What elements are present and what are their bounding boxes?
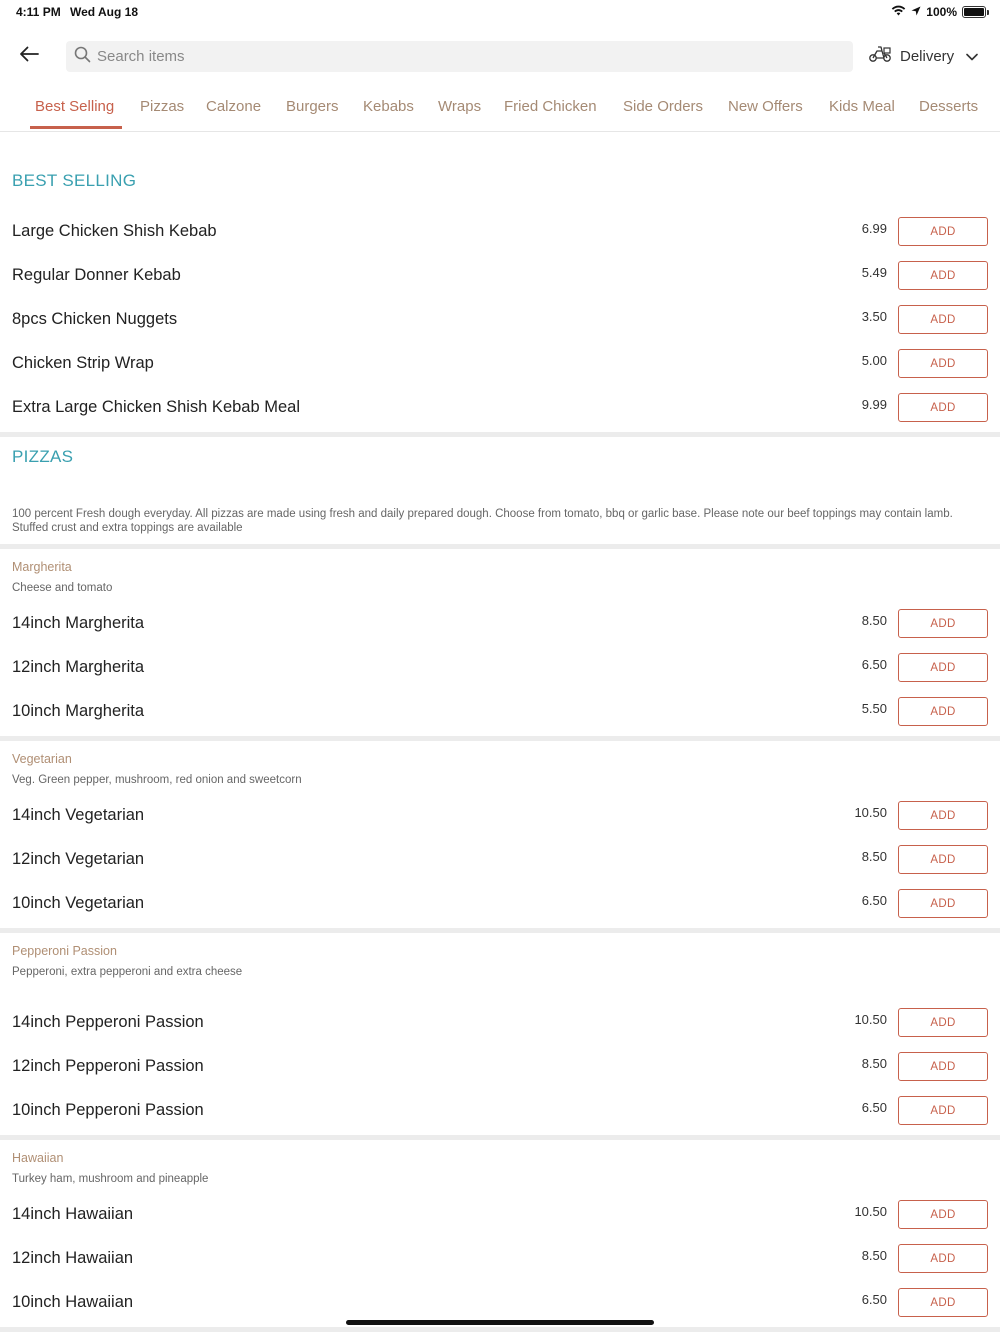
item-name: 14inch Margherita [12,614,145,632]
search-icon [74,46,91,68]
item-name: Regular Donner Kebab [12,266,181,284]
status-date: Wed Aug 18 [70,5,139,19]
scooter-icon [868,45,892,67]
chevron-down-icon [966,48,978,65]
tab-fried-chicken[interactable]: Fried Chicken [504,98,597,115]
item-price: 6.99 [861,221,887,236]
tab-new-offers[interactable]: New Offers [728,98,803,115]
add-button[interactable]: ADD [898,393,988,422]
item-price: 8.50 [861,613,887,628]
section-divider [0,1135,1000,1140]
section-title-pizzas: PIZZAS [12,447,74,466]
item-price: 3.50 [861,309,887,324]
item-price: 5.49 [861,265,887,280]
item-price: 8.50 [861,1056,887,1071]
tab-kids-meal[interactable]: Kids Meal [829,98,895,115]
search-box[interactable] [66,41,853,72]
subsection-description: Pepperoni, extra pepperoni and extra cheese [12,966,243,978]
menu-item [0,845,1000,875]
item-name: 14inch Hawaiian [12,1205,134,1223]
add-button[interactable]: ADD [898,697,988,726]
section-title-best-selling: BEST SELLING [12,171,137,190]
section-divider [0,928,1000,933]
arrow-left-icon [19,46,39,67]
item-price: 8.50 [861,1248,887,1263]
add-button[interactable]: ADD [898,1200,988,1229]
menu-item [0,889,1000,919]
tab-kebabs[interactable]: Kebabs [363,98,414,115]
item-price: 9.99 [861,397,887,412]
tab-pizzas[interactable]: Pizzas [140,98,185,115]
home-indicator[interactable] [346,1320,654,1325]
item-name: 14inch Pepperoni Passion [12,1013,204,1031]
add-button[interactable]: ADD [898,801,988,830]
subsection-title: Margherita [12,560,72,574]
tab-burgers[interactable]: Burgers [286,98,339,115]
battery-icon [962,6,986,18]
item-name: Large Chicken Shish Kebab [12,222,217,240]
menu-item [0,393,1000,423]
add-button[interactable]: ADD [898,1008,988,1037]
add-button[interactable]: ADD [898,653,988,682]
category-tabs [0,92,1000,132]
add-button[interactable]: ADD [898,1052,988,1081]
menu-item [0,217,1000,247]
battery-percent: 100% [926,4,957,19]
subsection-title: Vegetarian [12,752,72,766]
item-name: 10inch Hawaiian [12,1293,134,1311]
status-time: 4:11 PM [16,5,61,19]
menu-item [0,1288,1000,1318]
menu-item [0,1008,1000,1038]
item-name: 12inch Vegetarian [12,850,145,868]
tab-calzone[interactable]: Calzone [206,98,262,115]
menu-item [0,1052,1000,1082]
item-price: 10.50 [854,1012,887,1027]
tab-side-orders[interactable]: Side Orders [623,98,704,115]
add-button[interactable]: ADD [898,1244,988,1273]
add-button[interactable]: ADD [898,1096,988,1125]
delivery-label: Delivery [900,47,955,65]
add-button[interactable]: ADD [898,889,988,918]
section-divider [0,736,1000,741]
tab-wraps[interactable]: Wraps [438,98,482,115]
item-name: Chicken Strip Wrap [12,354,154,372]
item-name: 12inch Hawaiian [12,1249,134,1267]
status-indicators [891,4,986,19]
item-name: 12inch Pepperoni Passion [12,1057,204,1075]
item-price: 8.50 [861,849,887,864]
section-divider [0,1327,1000,1332]
menu-item [0,609,1000,639]
item-name: 14inch Vegetarian [12,806,145,824]
menu-item [0,1244,1000,1274]
delivery-select[interactable] [868,44,978,68]
menu-item [0,1200,1000,1230]
add-button[interactable]: ADD [898,349,988,378]
item-price: 5.50 [861,701,887,716]
add-button[interactable]: ADD [898,305,988,334]
item-name: 10inch Margherita [12,702,145,720]
menu-item [0,697,1000,727]
subsection-title: Pepperoni Passion [12,944,117,958]
menu-item [0,653,1000,683]
menu-item [0,349,1000,379]
menu-item [0,305,1000,335]
active-tab-indicator [30,126,122,129]
item-price: 10.50 [854,1204,887,1219]
subsection-description: Veg. Green pepper, mushroom, red onion and sweetcorn [12,774,302,786]
location-icon [911,5,921,19]
tab-best-selling[interactable]: Best Selling [35,98,115,115]
section-divider [0,432,1000,437]
tab-desserts[interactable]: Desserts [919,98,979,115]
search-input[interactable] [97,48,797,65]
add-button[interactable]: ADD [898,261,988,290]
menu-item [0,261,1000,291]
item-name: Extra Large Chicken Shish Kebab Meal [12,398,300,416]
status-bar [0,0,1000,24]
menu-item [0,1096,1000,1126]
section-description: 100 percent Fresh dough everyday. All pizzas are made using fresh and daily prepared dough. Choose from tomato, bbq or garlic base. Please note our beef toppings may contain lamb. Stuffed crust and extra toppings are available [12,508,953,534]
add-button[interactable]: ADD [898,217,988,246]
add-button[interactable]: ADD [898,609,988,638]
menu-item [0,801,1000,831]
header [0,38,1000,74]
section-divider [0,544,1000,549]
item-name: 8pcs Chicken Nuggets [12,310,178,328]
item-price: 5.00 [861,353,887,368]
subsection-title: Hawaiian [12,1151,64,1165]
item-name: 10inch Vegetarian [12,894,145,912]
item-price: 6.50 [861,1292,887,1307]
back-button[interactable] [14,44,44,68]
item-price: 10.50 [854,805,887,820]
subsection-description: Cheese and tomato [12,582,113,594]
item-name: 12inch Margherita [12,658,145,676]
battery-fill [964,8,984,16]
add-button[interactable]: ADD [898,845,988,874]
item-price: 6.50 [861,657,887,672]
add-button[interactable]: ADD [898,1288,988,1317]
item-name: 10inch Pepperoni Passion [12,1101,204,1119]
subsection-description: Turkey ham, mushroom and pineapple [12,1173,209,1185]
item-price: 6.50 [861,893,887,908]
wifi-icon [891,4,906,19]
item-price: 6.50 [861,1100,887,1115]
